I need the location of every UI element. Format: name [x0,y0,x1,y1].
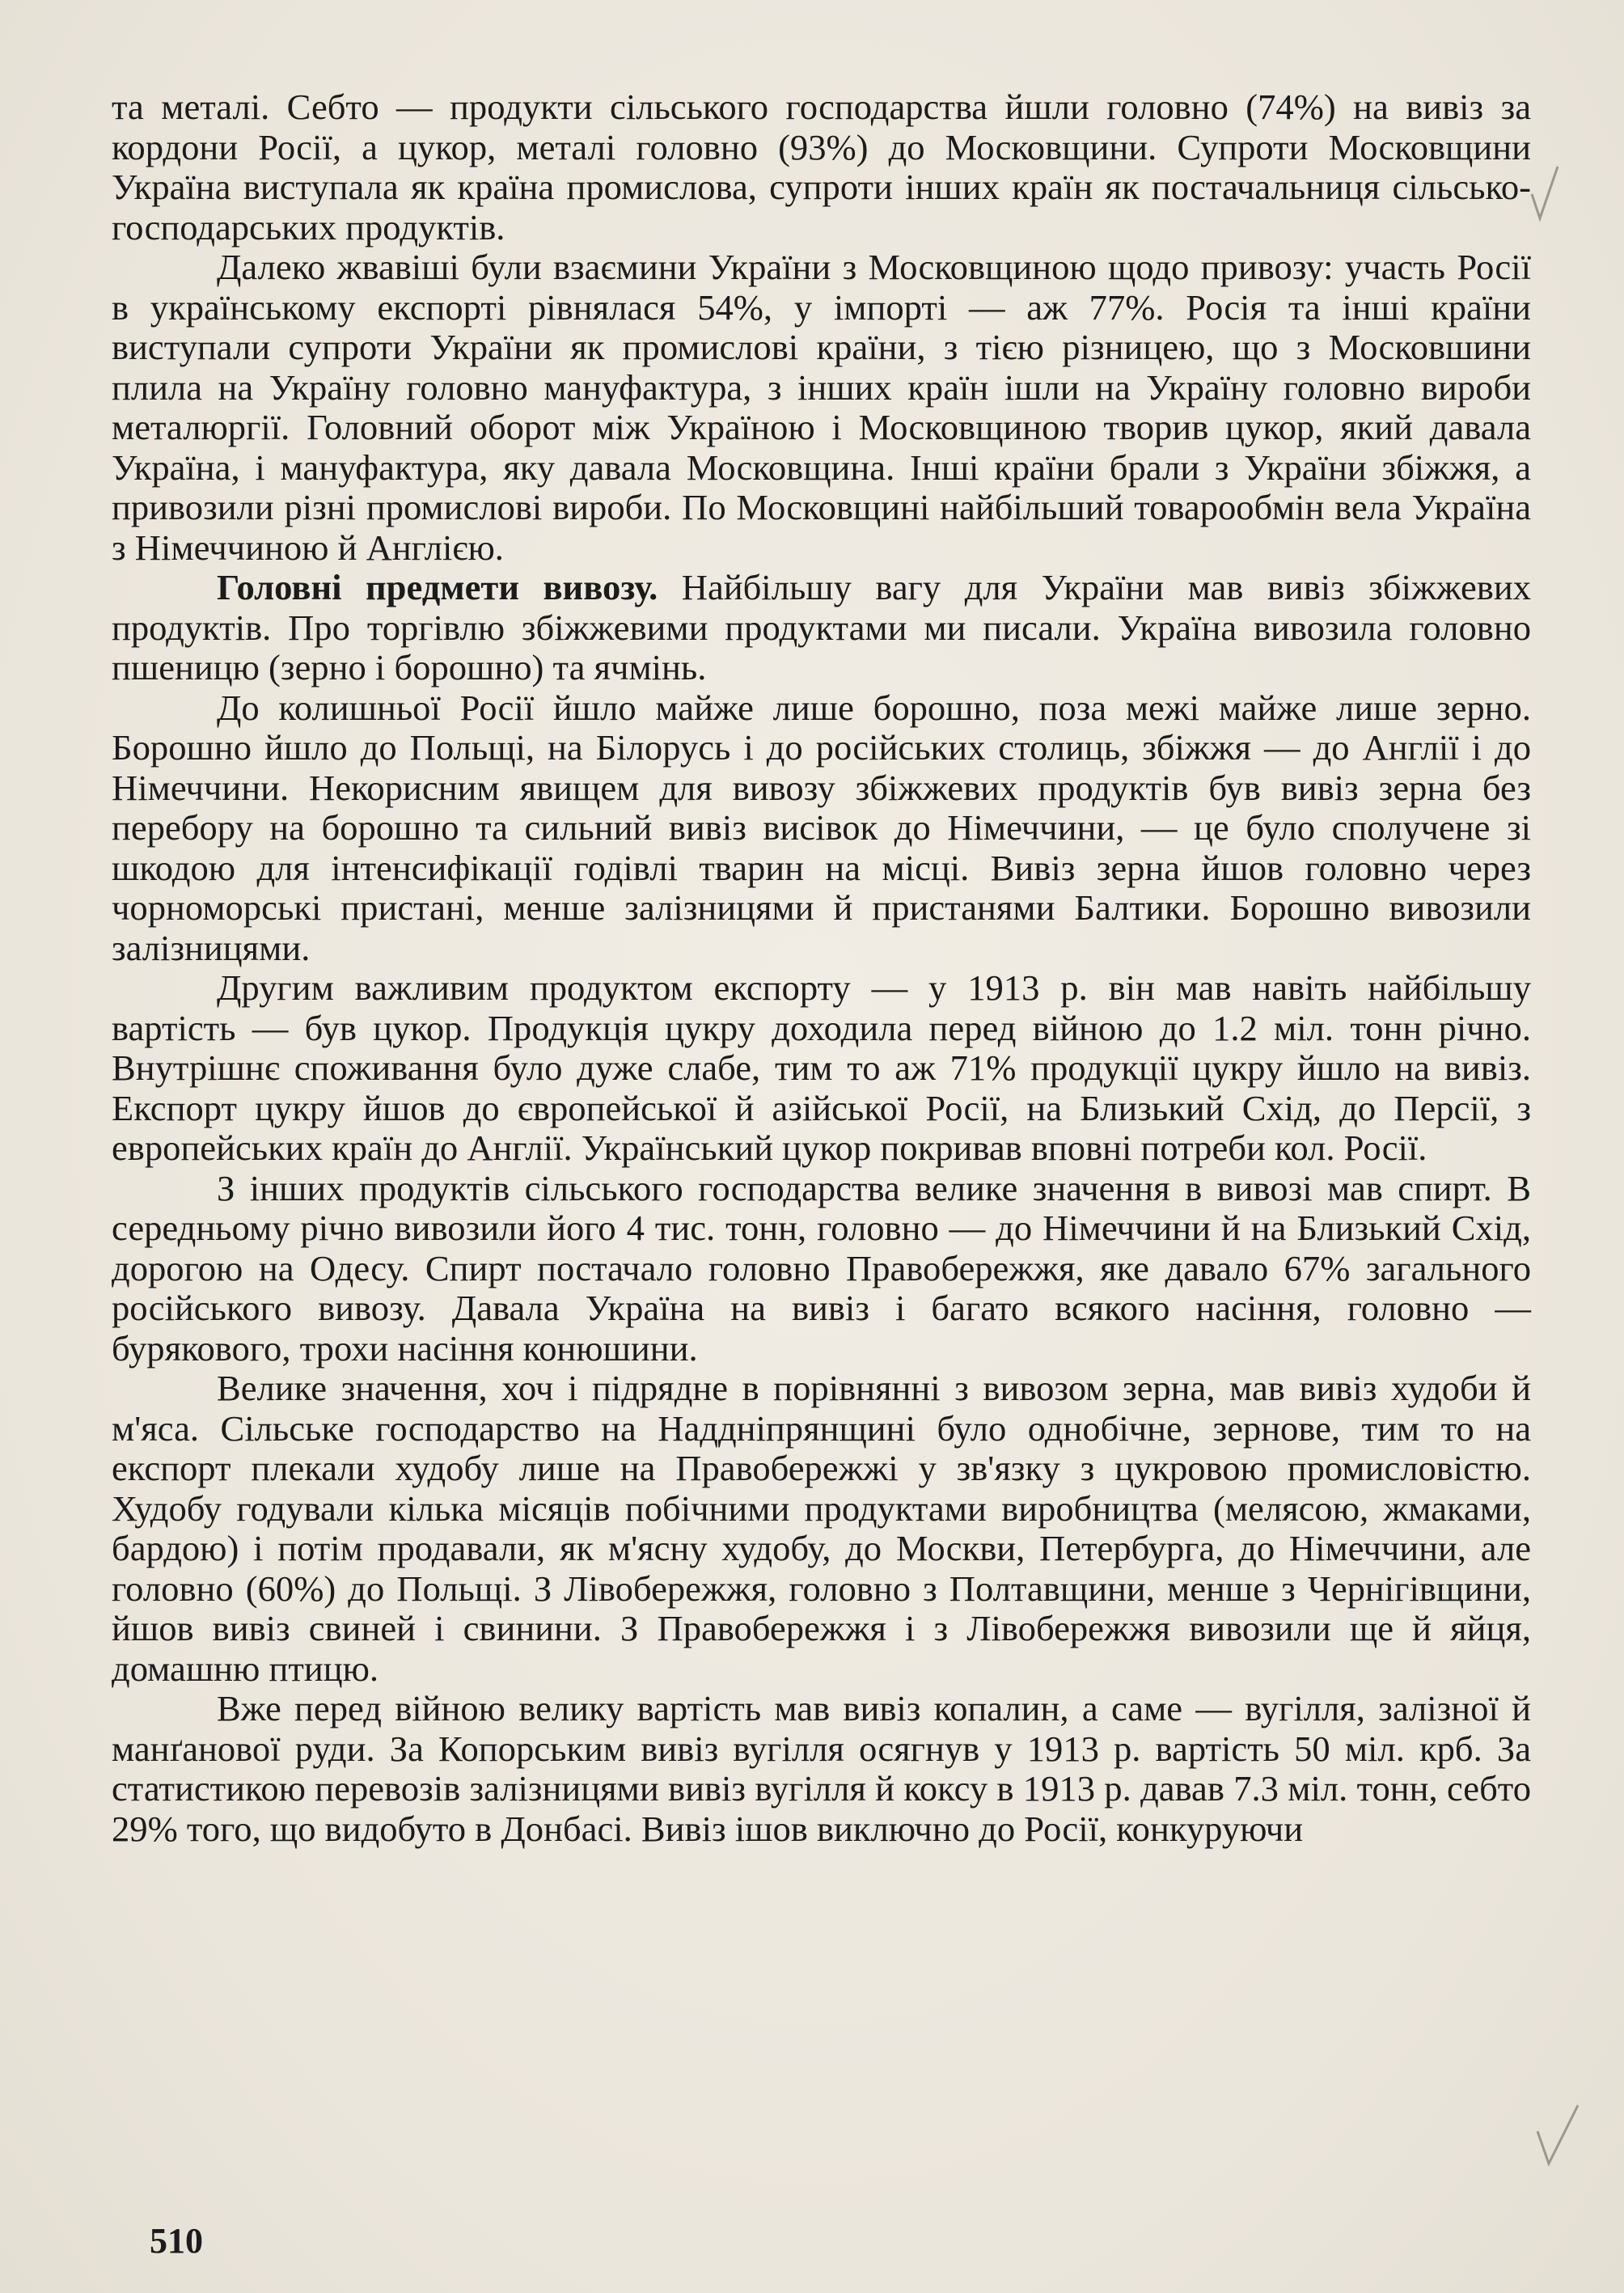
margin-check-mark-top [1529,162,1561,226]
paragraph-6: З інших продуктів сільського господарства велике значення в вивозі мав спирт. В середньому річно вивозили його 4 тис. тонн, головно — до Німеччини й на Близький Схід, дорогою на Одесу. Спирт постачало головно Правобережжя, яке давало 67% загального російського вивозу. Давала Україна на вивіз і багато всякого насіння, головно — бурякового, трохи насіння конюшини. [112,1167,1531,1369]
paragraph-7: Велике значення, хоч і підрядне в порівнянні з вивозом зерна, мав вивіз худоби й м'яса. Сільське господарство на Наддніпрянщині було однобічне, зернове, тим то на експорт плекали худобу лише на Правобережжі у зв'язку з цукровою промисловістю. Худобу годували кілька місяців побічними продуктами виробництва (мелясою, жмаками, бардою) і потім продавали, як м'ясну худобу, до Москви, Петербурга, до Німеччини, але головно (60%) до Польщі. З Лівобережжя, головно з Полтавщини, менше з Чернігівщини, йшов вивіз свиней і свинини. З Правобережжя і з Лівобережжя вивозили ще й яйця, домашню птицю. [112,1368,1531,1689]
paragraph-5: Другим важливим продуктом експорту — у 1913 р. він мав навіть найбільшу вартість — був цукор. Продукція цукру доходила перед війною до 1.2 міл. тонн річно. Внутрішнє споживання було дуже слабе, тим то аж 71% продукції цукру йшло на вивіз. Експорт цукру йшов до європейської й азійської Росії, на Близький Схід, до Персії, з европейських країн до Англії. Український цукор покривав вповні потреби кол. Росії. [112,967,1531,1168]
paragraph-2: Далеко жвавіші були взаємини України з Московщиною щодо привозу: участь Росії в українському експорті рівнялася 54%, у імпорті — аж 77%. Росія та інші країни виступали супроти України як промислові країни, з тією різницею, що з Московшини плила на Україну головно мануфактура, з інших країн ішли на Україну головно вироби металюргії. Головний оборот між Україною і Московщиною творив цукор, який давала Україна, і мануфактура, яку давала Московщина. Інші країни брали з України збіжжя, а привозили різні промислові вироби. По Московщині найбільший товарообмін вела Україна з Німеччиною й Англією. [112,247,1531,568]
body-text [112,87,1531,1849]
paragraph-3-text: Найбільшу вагу для України мав вивіз збіжжевих продуктів. Про торгівлю збіжжевими продуктами ми писали. Україна вивозила головно пшеницю (зерно і борошно) та ячмінь. [112,567,1531,687]
paragraph-3 [112,568,1531,688]
section-heading: Головні предмети вивозу. [217,567,658,607]
margin-check-mark-bottom [1533,2099,1581,2172]
paragraph-1: та металі. Себто — продукти сільського господарства йшли головно (74%) на вивіз за кордони Росії, а цукор, металі головно (93%) до Московщини. Супроти Московщини Україна виступала як країна промислова, супроти інших країн як постачальниця сільсько-господарських продуктів. [112,87,1531,247]
paragraph-4: До колишньої Росії йшло майже лише борошно, поза межі майже лише зерно. Борошно йшло до Польщі, на Білорусь і до російських столиць, збіжжя — до Англії і до Німеччини. Некорисним явищем для вивозу збіжжевих продуктів був вивіз зерна без перебору на борошно та сильний вивіз висівок до Німеччини, — це було сполучене зі шкодою для інтенсифікації годівлі тварин на місці. Вивіз зерна йшов головно через чорноморські пристані, менше залізницями й пристанями Балтики. Борошно вивозили залізницями. [112,687,1531,968]
page-number: 510 [150,2221,203,2261]
paragraph-8: Вже перед війною велику вартість мав вивіз копалин, а саме — вугілля, залізної й манґанової руди. За Копорським вивіз вугілля осягнув у 1913 р. вартість 50 міл. крб. За статистикою перевозів залізницями вивіз вугілля й коксу в 1913 р. давав 7.3 міл. тонн, себто 29% того, що видобуто в Донбасі. Вивіз ішов виключно до Росії, конкуруючи [112,1688,1531,1849]
